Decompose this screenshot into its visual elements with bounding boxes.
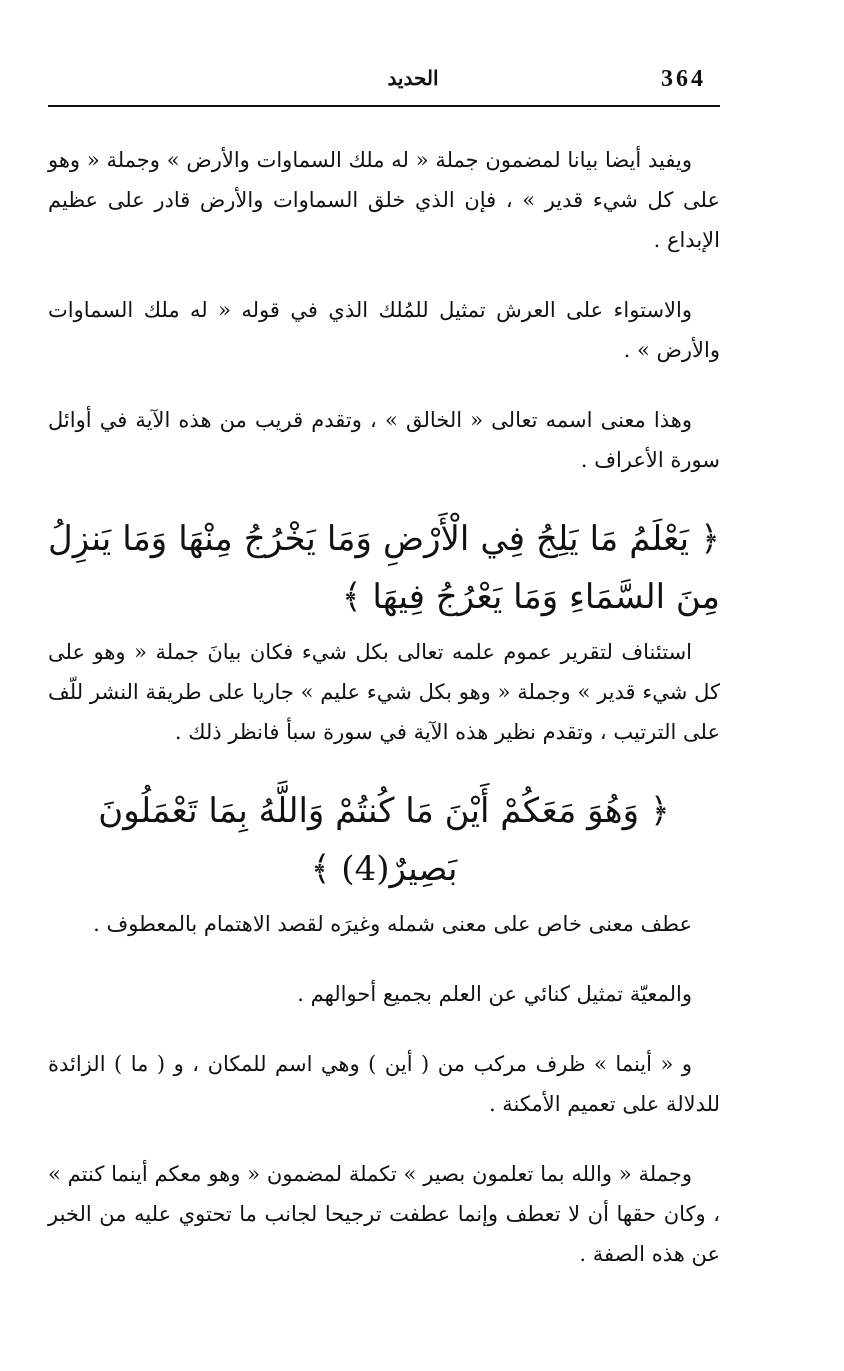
paragraph: وجملة « والله بما تعلمون بصير » تكملة لمضمون « وهو معكم أينما كنتم » ، وكان حقها أن لا تعطف وإنما عطفت ترجيحا لجانب ما تحتوي عليه من الخبر عن هذه الصفة . [48, 1162, 720, 1266]
verse-commentary: استئناف لتقرير عموم علمه تعالى بكل شيء فكان بيانَ جملة « وهو على كل شيء قدير » وجملة « وهو بكل شيء عليم » جاريا على طريقة النشر للّف على الترتيب ، وتقدم نظير هذه الآية في سورة سبأ فانظر ذلك . [48, 640, 720, 744]
page-number: 364 [661, 66, 706, 92]
quran-verse: ﴿ وَهُوَ مَعَكُمْ أَيْنَ مَا كُنتُمْ وَاللَّهُ بِمَا تَعْمَلُونَ بَصِيرٌ(4) ﴾ [98, 791, 670, 889]
paragraph: و « أينما » ظرف مركب من ( أين ) وهي اسم للمكان ، و ( ما ) الزائدة للدلالة على تعميم الأمكنة . [48, 1052, 720, 1116]
page-header [48, 60, 720, 100]
paragraph: والمعيّة تمثيل كنائي عن العلم بجميع أحوالهم . [297, 982, 692, 1006]
page-body [48, 140, 720, 1304]
quran-verse: ﴿ يَعْلَمُ مَا يَلِجُ فِي الْأَرْضِ وَمَا يَخْرُجُ مِنْهَا وَمَا يَنزِلُ مِنَ السَّمَاءِ وَمَا يَعْرُجُ فِيهَا ﴾ [48, 519, 720, 617]
paragraph: ويفيد أيضا بيانا لمضمون جملة « له ملك السماوات والأرض » وجملة « وهو على كل شيء قدير » ، فإن الذي خلق السماوات والأرض قادر على عظيم الإبداع . [48, 148, 720, 252]
header-rule [48, 105, 720, 107]
running-title: الحديد [387, 66, 439, 90]
paragraph: وهذا معنى اسمه تعالى « الخالق » ، وتقدم قريب من هذه الآية في أوائل سورة الأعراف . [48, 408, 720, 472]
verse-commentary: عطف معنى خاص على معنى شمله وغيرَه لقصد الاهتمام بالمعطوف . [93, 912, 692, 936]
paragraph: والاستواء على العرش تمثيل للمُلك الذي في قوله « له ملك السماوات والأرض » . [48, 298, 720, 362]
